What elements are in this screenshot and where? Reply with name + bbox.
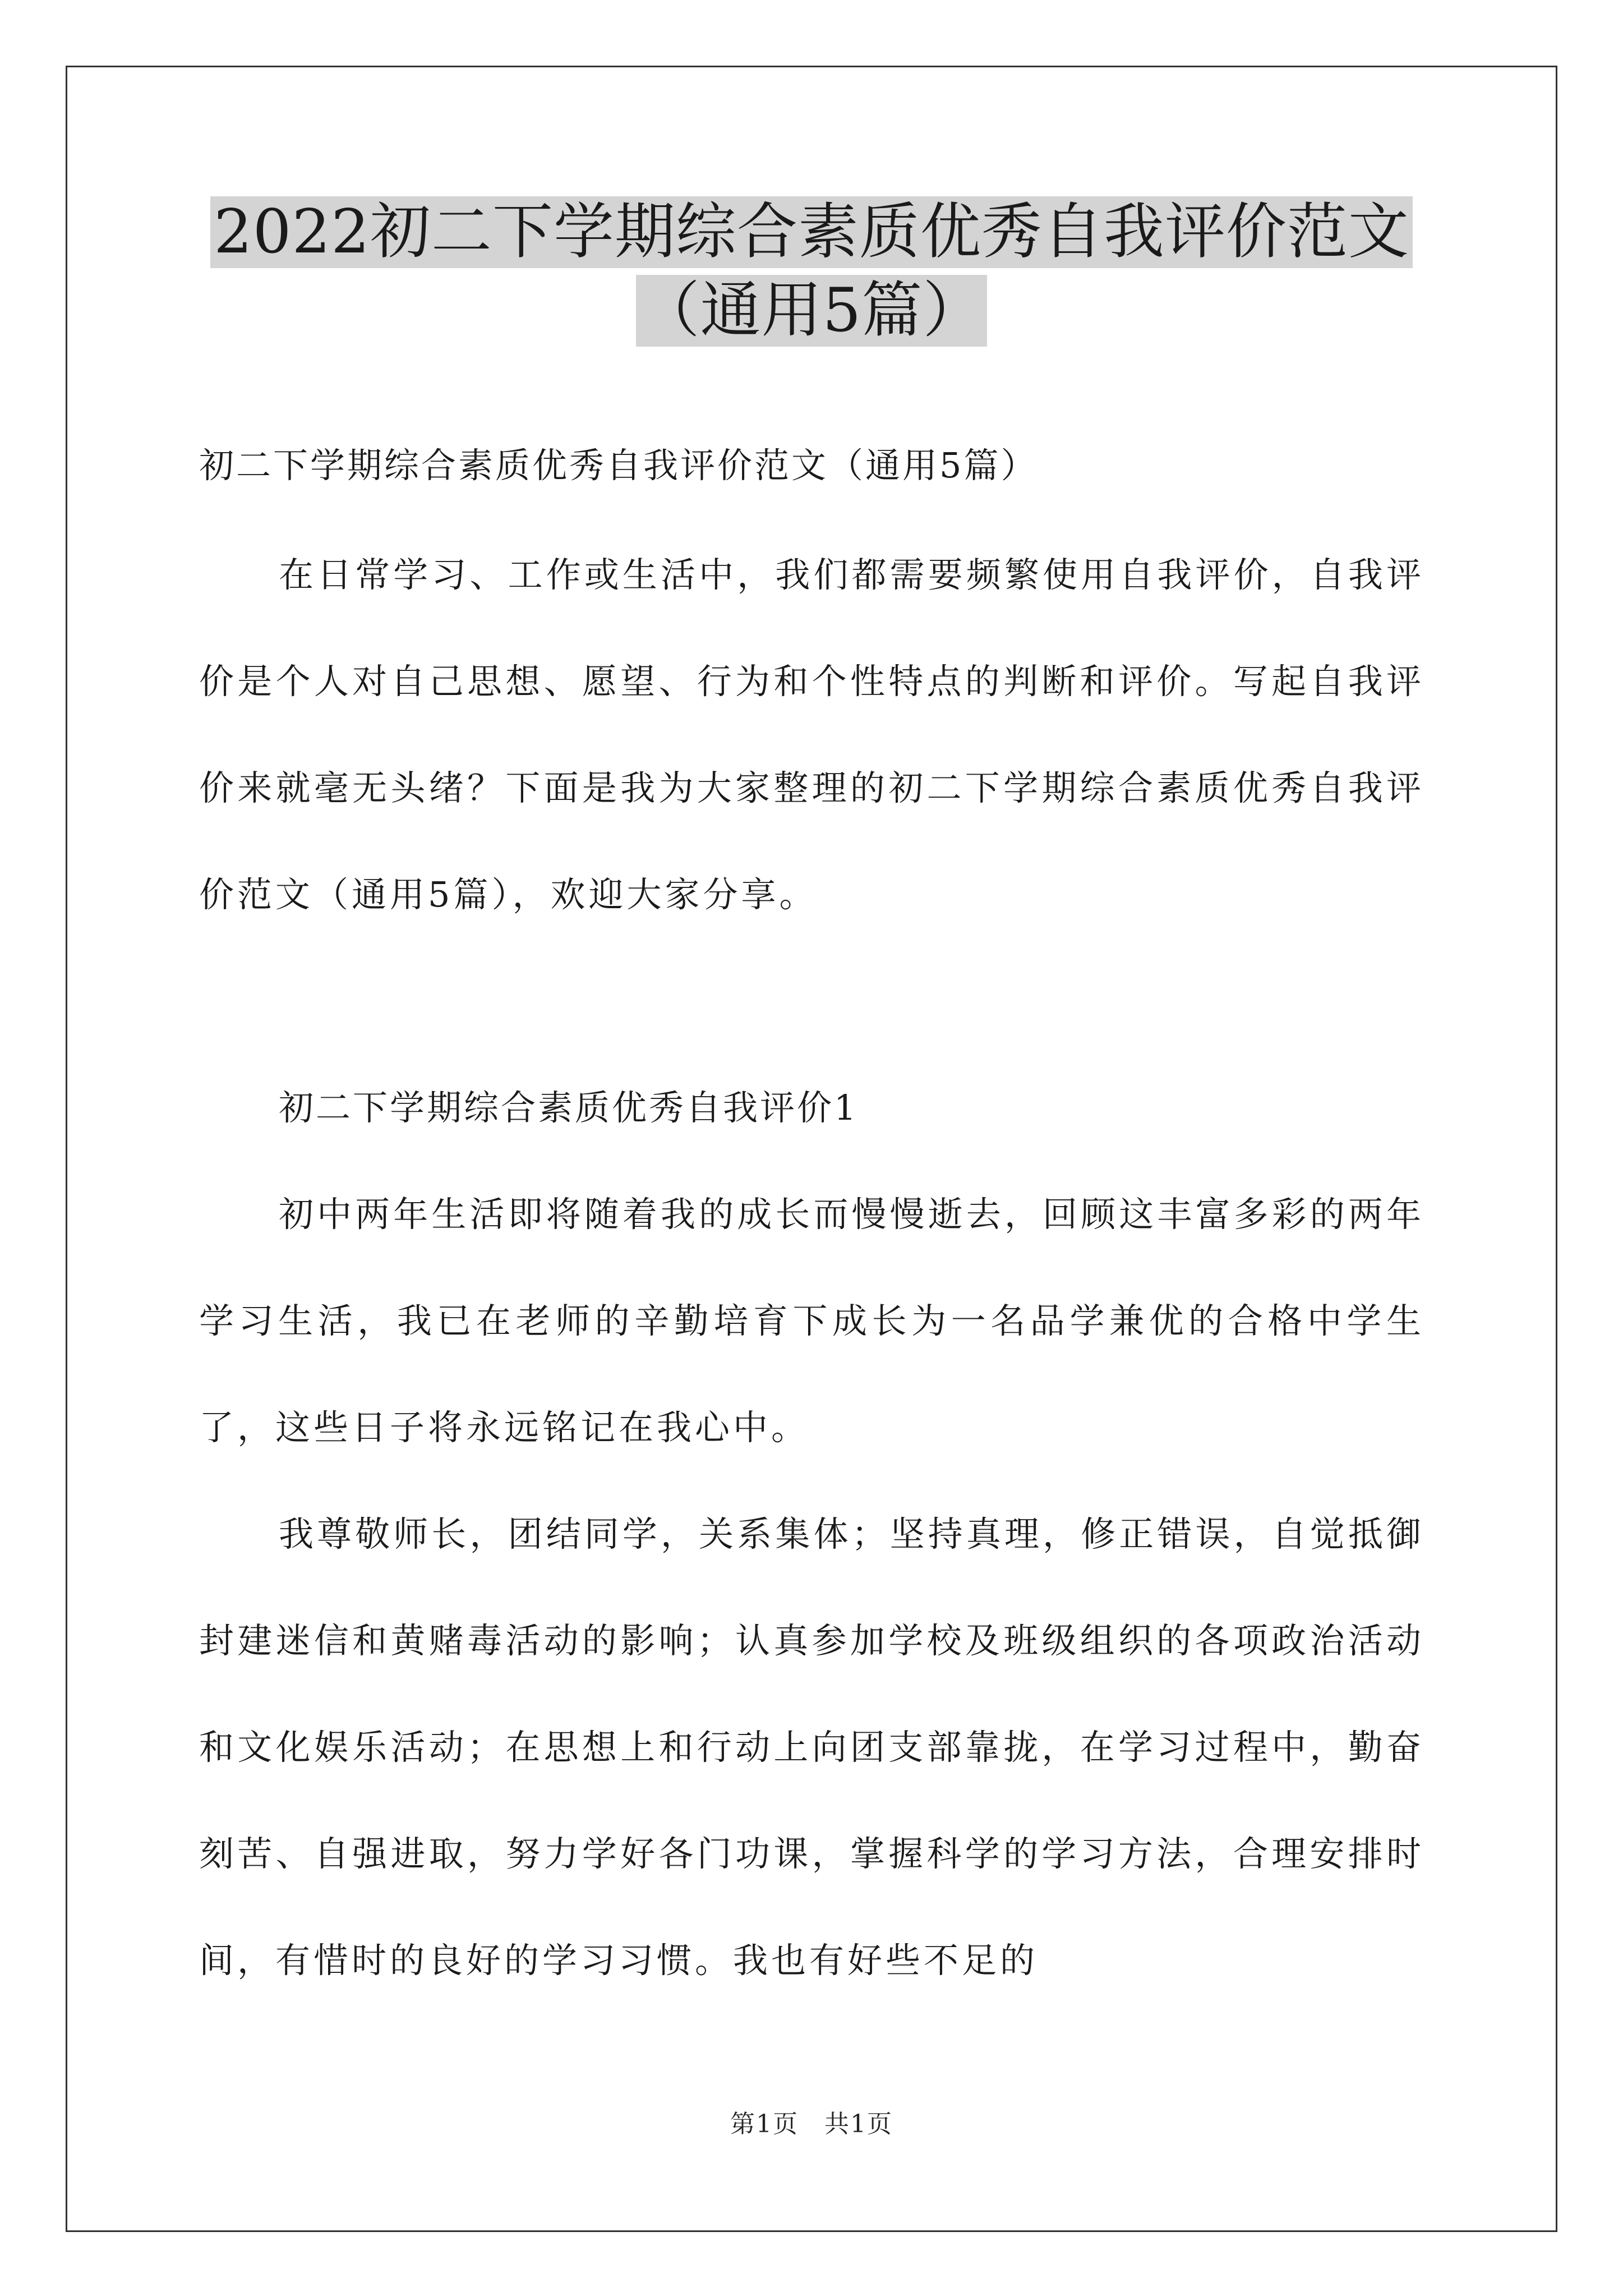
document-title xyxy=(66,196,1557,353)
title-line-1: 2022初二下学期综合素质优秀自我评价范文 xyxy=(210,196,1413,268)
section-spacer xyxy=(199,948,1424,1055)
title-line-2: （通用5篇） xyxy=(636,275,988,347)
section-1-heading: 初二下学期综合素质优秀自我评价1 xyxy=(279,1087,859,1128)
section-1-paragraph-1: 初中两年生活即将随着我的成长而慢慢逝去，回顾这丰富多彩的两年学习生活，我已在老师的辛勤培育下成长为一名品学兼优的合格中学生了，这些日子将永远铭记在我心中。 xyxy=(199,1194,1424,1448)
page-footer: 第1页 共1页 xyxy=(730,2110,893,2138)
document-subtitle: 初二下学期综合素质优秀自我评价范文（通用5篇） xyxy=(199,445,1038,486)
section-1-paragraph-2: 我尊敬师长，团结同学，关系集体；坚持真理，修正错误，自觉抵御封建迷信和黄赌毒活动的影响；认真参加学校及班级组织的各项政治活动和文化娱乐活动；在思想上和行动上向团支部靠拢，在学习过程中，勤奋刻苦、自强进取，努力学好各门功课，掌握科学的学习方法，合理安排时间，有惜时的良好的学习习惯。我也有好些不足的 xyxy=(199,1513,1424,1981)
document-body xyxy=(199,432,1424,2014)
intro-paragraph: 在日常学习、工作或生活中，我们都需要频繁使用自我评价，自我评价是个人对自己思想、愿望、行为和个性特点的判断和评价。写起自我评价来就毫无头绪？下面是我为大家整理的初二下学期综合素质优秀自我评价范文（通用5篇），欢迎大家分享。 xyxy=(199,554,1424,915)
